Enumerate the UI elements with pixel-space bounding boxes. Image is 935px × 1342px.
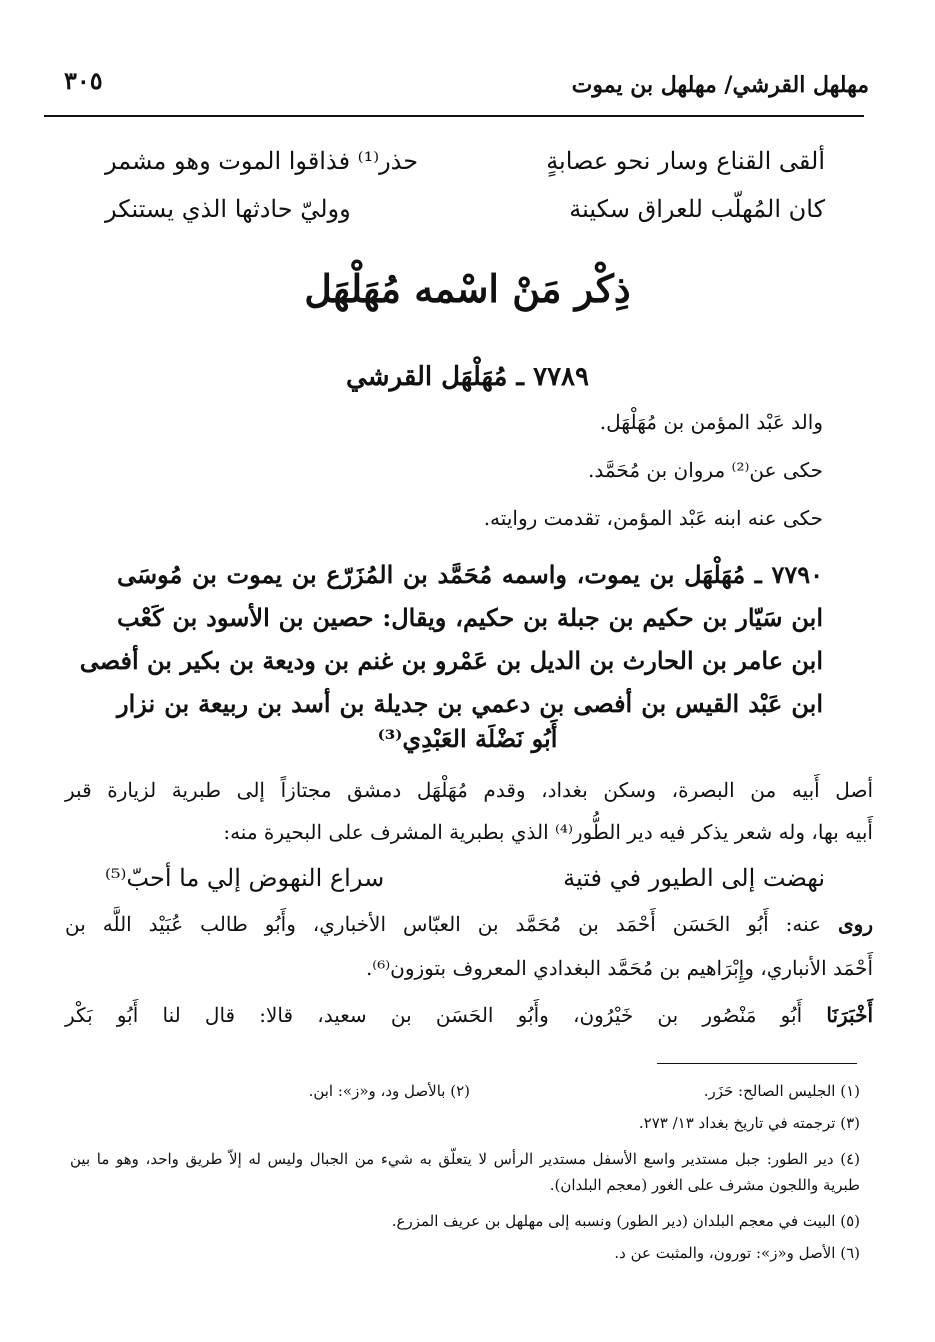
verse-1: [105, 147, 825, 191]
riwaya-keyword: روى: [838, 912, 873, 936]
footnote-5: (٥) البيت في معجم البلدان (دير الطور) ونسبه إلى مهلهل بن عريف المزرع.: [391, 1212, 860, 1230]
verse-2-hemistich-1: كان المُهلّب للعراق سكينة: [569, 195, 825, 223]
footnote-6: (٦) الأصل و«ز»: تورون، والمثبت عن د.: [614, 1244, 860, 1262]
riwaya-line-1: [65, 912, 873, 936]
entry-7790-heading-line-1: ٧٧٩٠ ـ مُهَلْهَل بن يموت، واسمه مُحَمَّد بن المُزَرّع بن يموت بن مُوسَى: [117, 560, 823, 589]
footnote-4: (٤) دير الطور: جبل مستدير واسع الأسفل مستدير الرأس لا يتعلّق به شيء من الجبال وليس له إلاّ طريق واحد، وهو ما بين طبرية واللجون مشرف على الغور (معجم البلدان).: [70, 1150, 860, 1194]
section-title: ذِكْر مَنْ اسْمه مُهَلْهَل: [304, 266, 631, 311]
footnote-rule: [657, 1063, 857, 1064]
verse-1-hemistich-1: ألقى القناع وسار نحو عصابةٍ: [546, 147, 825, 175]
entry-7790-heading-line-2: ابن سَيّار بن حكيم بن جبلة بن حكيم، ويقال: حصين بن الأسود بن كَعْب: [117, 603, 823, 632]
entry-7790-kunya: أَبُو نَضْلَة العَبْدِي⁽³⁾: [377, 724, 558, 753]
footnote-1: (١) الجليس الصالح: حَزَر.: [703, 1082, 860, 1100]
entry-7790-heading-line-3: ابن عامر بن الحارث بن الديل بن عَمْرو بن غنم بن وديعة بن بكير بن أفصى: [79, 646, 823, 675]
verse-2: [105, 195, 825, 239]
entry-7789-heading: ٧٧٨٩ ـ مُهَلْهَل القرشي: [346, 362, 589, 392]
verse-1-hemistich-2: حذر⁽¹⁾ فذاقوا الموت وهو مشمر: [105, 147, 419, 175]
verse-3-hemistich-1: نهضت إلى الطيور في فتية: [563, 864, 825, 892]
header-rule: [44, 115, 864, 117]
body-line-1: أصل أَبيه من البصرة، وسكن بغداد، وقدم مُهَلْهَل دمشق مجتازاً إلى طبرية لزيارة قبر: [65, 778, 873, 802]
verse-3: [105, 864, 825, 908]
verse-3-hemistich-2: سراع النهوض إلي ما أحبّ⁽⁵⁾: [105, 864, 385, 892]
akhbarana-keyword: أَخْبَرَنَا: [826, 1003, 873, 1027]
riwaya-line-2: أَحْمَد الأنباري، وإِبْرَاهيم بن مُحَمَّد البغدادي المعروف بتوزون⁽⁶⁾.: [365, 956, 873, 980]
akhbarana-text: أَبُو مَنْصُور بن خَيْرُون، وأَبُو الحَسَن بن سعيد، قالا: قال لنا أَبُو بَكْر: [65, 1003, 827, 1027]
akhbarana-line: [65, 1003, 873, 1027]
entry-7789-line-1: والد عَبْد المؤمن بن مُهَلْهَل.: [599, 410, 823, 434]
riwaya-text: عنه: أَبُو الحَسَن أَحْمَد بن مُحَمَّد بن العبّاس الأخباري، وأَبُو طالب عُبَيْد اللَّه بن: [65, 912, 839, 936]
entry-7789-line-3: حكى عنه ابنه عَبْد المؤمن، تقدمت روايته.: [483, 506, 823, 530]
entry-7789-line-2: حكى عن⁽²⁾ مروان بن مُحَمَّد.: [587, 458, 823, 482]
footnote-2: (٢) بالأصل ود، و«ز»: ابن.: [308, 1082, 470, 1100]
body-line-2: أَبيه بها، وله شعر يذكر فيه دير الطُّور⁽⁴⁾ الذي بطبرية المشرف على البحيرة منه:: [223, 820, 873, 844]
footnote-3: (٣) ترجمته في تاريخ بغداد ١٣/ ٢٧٣.: [638, 1114, 860, 1132]
running-title: مهلهل القرشي/ مهلهل بن يموت: [571, 72, 869, 98]
entry-7790-heading-line-4: ابن عَبْد القيس بن أفصى بن دعمي بن جديلة بن أسد بن ربيعة بن نزار: [117, 689, 823, 718]
page-number: ٣٠٥: [64, 66, 103, 95]
verse-2-hemistich-2: ووليّ حادثها الذي يستنكر: [105, 195, 351, 223]
